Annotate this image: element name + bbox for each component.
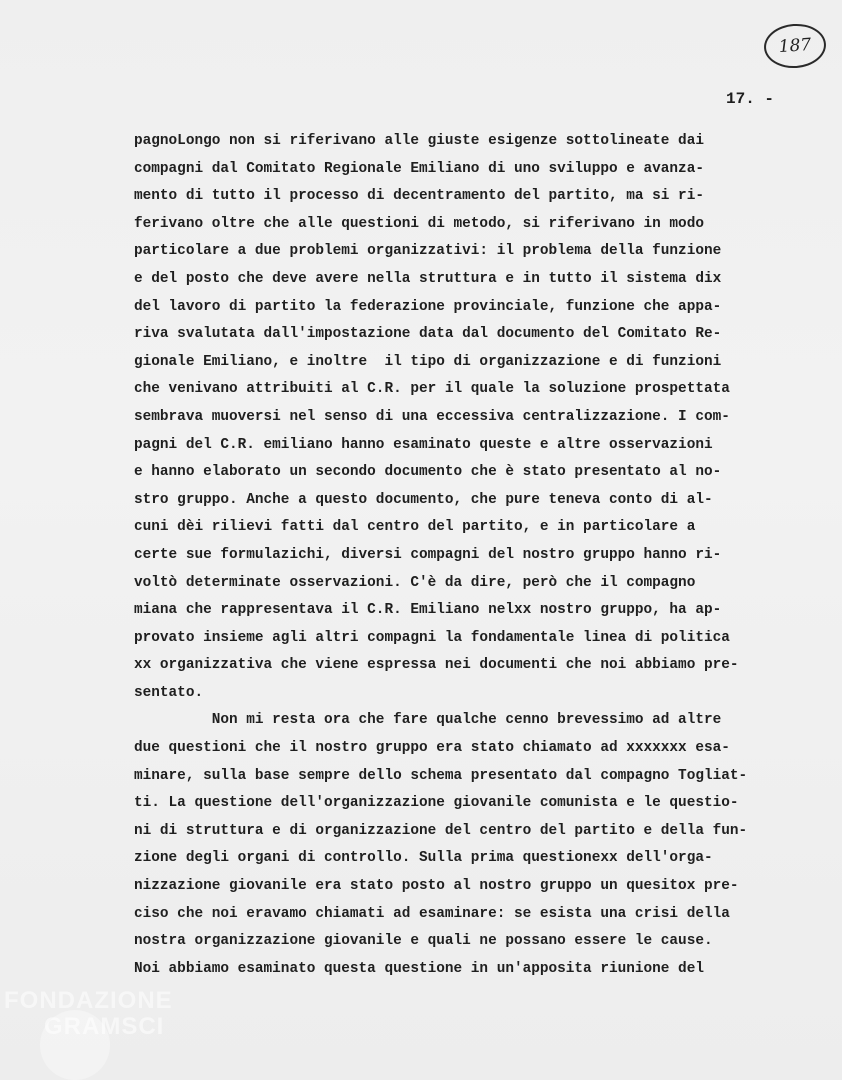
text-line: Noi abbiamo esaminato questa questione in un'apposita riunione del: [134, 960, 704, 977]
text-line: minare, sulla base sempre dello schema presentato dal compagno Togliat-: [134, 767, 748, 784]
text-line: sembrava muoversi nel senso di una eccessiva centralizzazione. I com-: [134, 408, 730, 425]
text-line: compagni dal Comitato Regionale Emiliano di uno sviluppo e avanza-: [134, 160, 704, 177]
text-line: e hanno elaborato un secondo documento che è stato presentato al no-: [134, 464, 722, 481]
text-line: del lavoro di partito la federazione provinciale, funzione che appa-: [134, 298, 722, 315]
text-line: Non mi resta ora che fare qualche cenno brevessimo ad altre: [134, 712, 722, 729]
archive-number-stamp: 187: [763, 22, 828, 70]
text-line: due questioni che il nostro gruppo era stato chiamato ad xxxxxxx esa-: [134, 740, 730, 757]
text-line: particolare a due problemi organizzativi: il problema della funzione: [134, 243, 722, 260]
typewritten-body: [134, 128, 834, 983]
text-line: sentato.: [134, 684, 204, 701]
text-line: pagni del C.R. emiliano hanno esaminato queste e altre osservazioni: [134, 436, 713, 453]
text-line: gionale Emiliano, e inoltre il tipo di organizzazione e di funzioni: [134, 353, 722, 370]
text-line: zione degli organi di controllo. Sulla prima questionexx dell'orga-: [134, 850, 713, 867]
text-line: ni di struttura e di organizzazione del centro del partito e della fun-: [134, 822, 748, 839]
text-line: riva svalutata dall'impostazione data dal documento del Comitato Re-: [134, 326, 722, 343]
text-line: voltò determinate osservazioni. C'è da dire, però che il compagno: [134, 574, 696, 591]
text-line: certe sue formulazichi, diversi compagni del nostro gruppo hanno ri-: [134, 546, 722, 563]
watermark-line-1: FONDAZIONE: [4, 987, 173, 1014]
text-line: che venivano attribuiti al C.R. per il quale la soluzione prospettata: [134, 381, 730, 398]
text-line: xx organizzativa che viene espressa nei documenti che noi abbiamo pre-: [134, 657, 739, 674]
text-line: miana che rappresentava il C.R. Emiliano nelxx nostro gruppo, ha ap-: [134, 602, 722, 619]
text-line: ferivano oltre che alle questioni di metodo, si riferivano in modo: [134, 215, 704, 232]
text-line: nizzazione giovanile era stato posto al nostro gruppo un quesitox pre-: [134, 878, 739, 895]
text-line: cuni dèi rilievi fatti dal centro del partito, e in particolare a: [134, 519, 696, 536]
text-line: stro gruppo. Anche a questo documento, che pure teneva conto di al-: [134, 491, 713, 508]
text-line: mento di tutto il processo di decentramento del partito, ma si ri-: [134, 188, 704, 205]
text-line: ti. La questione dell'organizzazione giovanile comunista e le questio-: [134, 795, 739, 812]
text-line: provato insieme agli altri compagni la fondamentale linea di politica: [134, 629, 730, 646]
text-line: pagnoLongo non si riferivano alle giuste esigenze sottolineate dai: [134, 133, 704, 149]
watermark: [4, 988, 173, 1040]
text-line: nostra organizzazione giovanile e quali ne possano essere le cause.: [134, 933, 713, 950]
watermark-line-2: GRAMSCI: [44, 1013, 165, 1040]
page-number: 17. -: [726, 90, 775, 108]
text-line: ciso che noi eravamo chiamati ad esaminare: se esista una crisi della: [134, 905, 730, 922]
text-line: e del posto che deve avere nella struttura e in tutto il sistema dix: [134, 270, 722, 287]
